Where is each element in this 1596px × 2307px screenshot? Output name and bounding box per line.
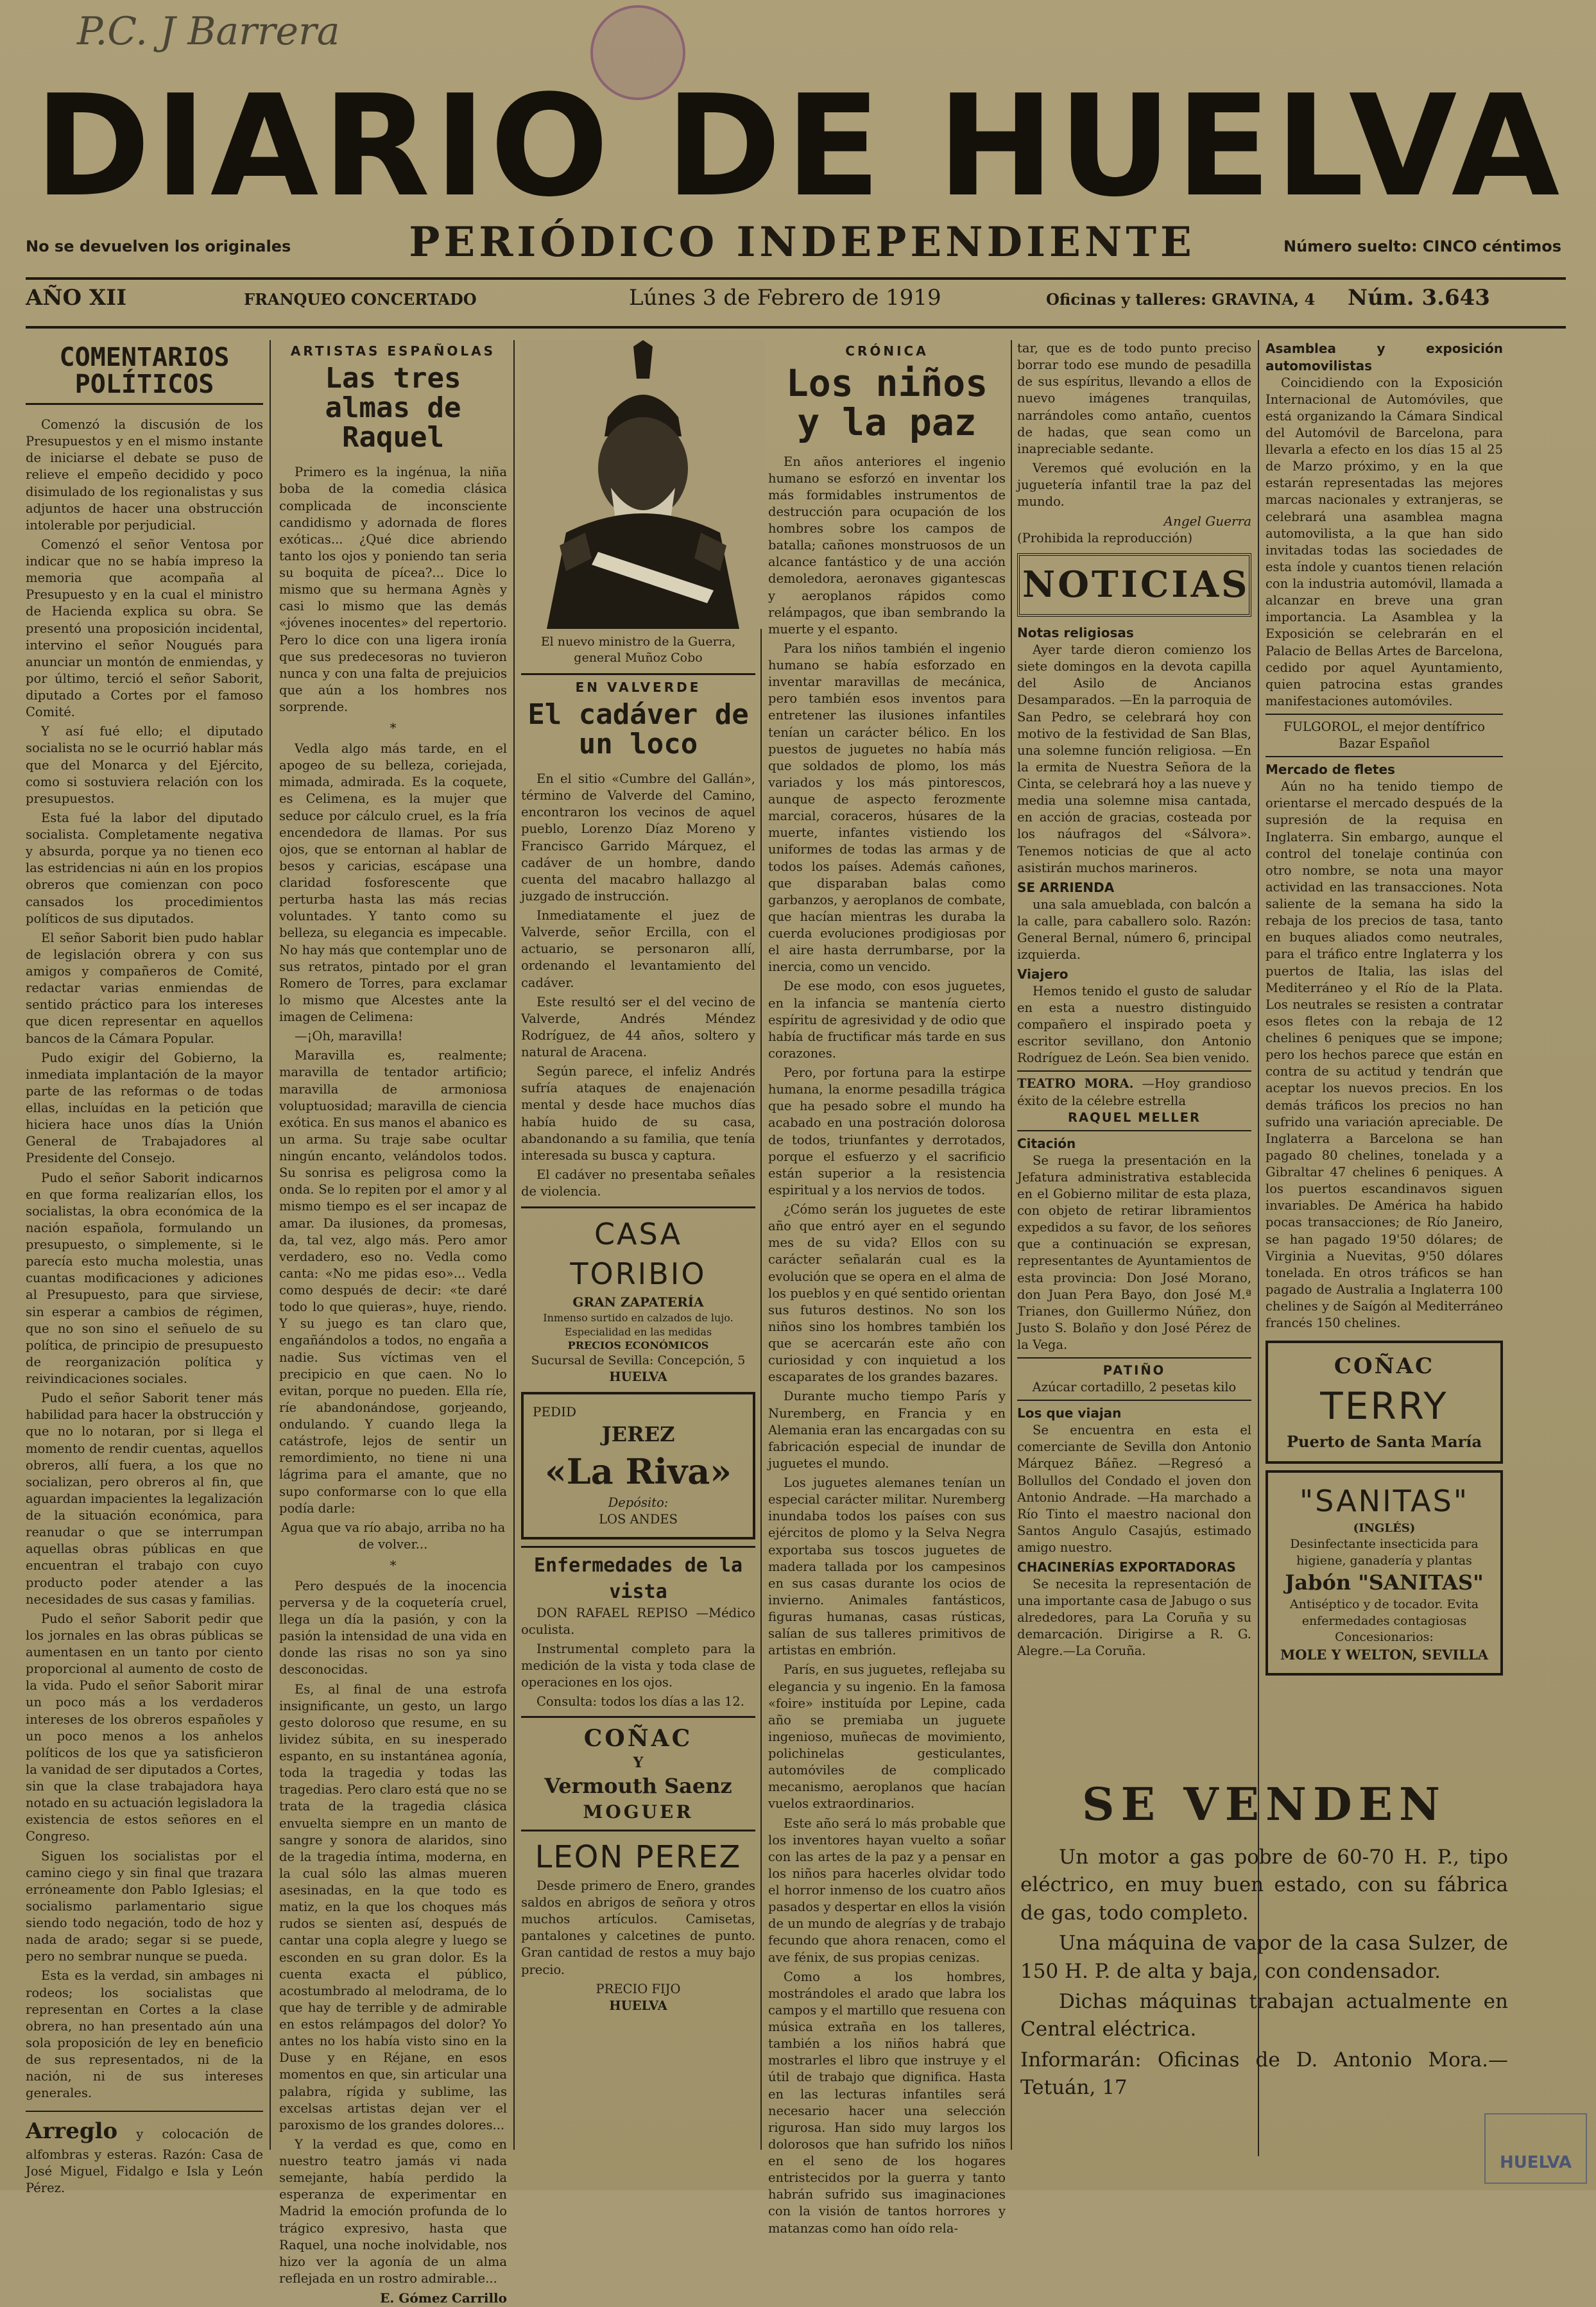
ad-title: COÑAC	[1334, 1353, 1435, 1380]
year-label: AÑO XII	[26, 285, 127, 311]
news-text: Coincidiendo con la Exposición Internacional de Automóviles, que está organizando la Cámara Sindical del Automóvil de Barcelona, para llevarla a efecto en los días 15 al 25 de Marzo próximo, y en la que estarán representadas las mejores marcas nacionales y extranjeras, se celebrará una asamblea magna automovilista, a la que han sido invitadas todas las sociedades de esta índole y cuantos tienen relación con la industria automóvil, llamada a alcanzar en breve una gran importancia. La Asamblea y la Exposición se celebrarán en el Palacio de Bellas Artes de Barcelona, cedido por aquel Ayuntamiento, quien patrocina estas grandes manifestaciones automóviles.	[1266, 375, 1503, 708]
patino-text: Azúcar cortadillo, 2 pesetas kilo	[1032, 1380, 1237, 1395]
ad-doctor: DON RAFAEL REPISO —Médico oculista.	[521, 1605, 755, 1637]
ad-text: Instrumental completo para la medición de la vista y toda clase de operaciones en los ojos.	[521, 1642, 755, 1690]
note-right: Número suelto: CINCO céntimos	[1283, 237, 1561, 255]
ad-title: JEREZ	[601, 1421, 675, 1446]
paragraph: Maravilla es, realmente; maravilla de tentador artificio; maravilla de armoniosa voluptuosidad; maravilla de ciencia exótica. En sus manos el abanico es un arma. Su traje sabe ocultar ningún encanto, velándolos todos. Su sonrisa es peligrosa como la onda. Se lo repiten por el amor y al mismo tiempo es el ser incapaz de amar. Da ilusiones, da promesas, da, tal vez, algo más. Pero amor verdadero, eso no. Vedla como canta: «No me pidas eso»... Vedla como después de decir: «te daré todo lo que quieras», huye, riendo. Y su juego es tan claro que, engañándolos a todos, no engaña a nadie. Sus víctimas ven el precipicio en que caen. No lo evitan, porque no pueden. Ella ríe, ríe abandonándose, gorjeando, ondulando. Y cuando llega la catástrofe, lejos de sentir un remordimiento, no tiene ni una lágrima para el amante, que no supo conformarse con lo que ella podía darle:	[279, 1048, 507, 1516]
ad-place: LOS ANDES	[599, 1512, 678, 1527]
news-heading: Asamblea y exposición automovilistas	[1266, 341, 1503, 373]
note-left: No se devuelven los originales	[26, 237, 291, 255]
news-text: Se necesita la representación de una importante casa de Jabugo o sus alrededores, para La Coruña y su demarcación. Dirigirse a R. G. Alegre.—La Coruña.	[1017, 1576, 1251, 1659]
postage-label: FRANQUEO CONCERTADO	[244, 290, 477, 309]
paragraph: Pero, por fortuna para la estirpe humana, la enorme pesadilla trágica que ha pesado sobre el mundo ha acabado en una postración dolorosa de todos, triunfantes y derrotados, porque el esfuerzo y el sacrificio están superior a la resistencia espiritual y a los nervios de todos.	[768, 1065, 1006, 1197]
ad-paragraph: Un motor a gas pobre de 60-70 H. P., tipo eléctrico, en muy buen estado, con su fábrica de gas, todo completo.	[1020, 1846, 1508, 1925]
news-heading: Notas religiosas	[1017, 625, 1134, 641]
paragraph: tar, que es de todo punto preciso borrar todo ese mundo de pesadilla de sus espíritus, llevando a ellos de nuevo imágenes tranquilas, narrándoles como antaño, cuentos de hadas, que sean como un inapreciable sedante.	[1017, 341, 1251, 456]
paragraph: París, en sus juguetes, reflejaba su elegancia y su ingenio. En la famosa «foire» instituída por Lepine, cada año se premiaba un juguete ingenioso, muñecas de movimiento, polichinelas gesticulantes, automóviles de complicado mecanismo, aeroplanos que hacían vuelos extraordinarios.	[768, 1662, 1006, 1812]
article-title: Las tres almas de Raquel	[325, 361, 461, 454]
paragraph: El cadáver no presentaba señales de violencia.	[521, 1167, 755, 1199]
ad-deposit: Depósito:	[608, 1495, 669, 1511]
sanitas-ad	[1266, 1470, 1503, 1676]
verse: Agua que va río abajo, arriba no ha de volver...	[280, 1520, 506, 1552]
column-artistas	[279, 340, 507, 2306]
paragraph: Comenzó el señor Ventosa por indicar que no se había impreso la memoria que acompaña al Presupuesto y en la cual el ministro de Hacienda explica su obra. Se presentó una proposición incidental, intervino el señor Nougués para anunciar un montón de enmiendas, y por último, terció el señor Saborit, diputado a Cortes por el famoso Comité.	[26, 536, 263, 720]
news-heading: Mercado de fletes	[1266, 762, 1395, 778]
paragraph: Y así fué ello; el diputado socialista no se le ocurrió hablar más que del Monarca y del Ejército, como si sostuviera relación con los presupuestos.	[26, 724, 263, 806]
ad-concessionaires: Concesionarios:	[1335, 1630, 1434, 1645]
article-title: COMENTARIOS POLÍTICOS	[26, 344, 263, 405]
ad-subtitle: (INGLÉS)	[1353, 1522, 1416, 1536]
newspaper-subtitle: PERIÓDICO INDEPENDIENTE	[409, 218, 1196, 266]
arreglo-ad	[26, 2111, 263, 2197]
ad-text: Antiséptico y de tocador. Evita enfermedades contagiosas	[1289, 1597, 1479, 1628]
column-cronica	[768, 340, 1006, 2236]
news-heading: Los que viajan	[1017, 1405, 1122, 1421]
ad-city: MOGUER	[583, 1801, 694, 1823]
ad-title: Enfermedades de la vista	[533, 1554, 743, 1603]
ad-text: Desde primero de Enero, grandes saldos en abrigos de señora y otros muchos artículos. Camisetas, pantalones y calcetines de punto. Gran cantidad de restos a muy bajo precio.	[521, 1878, 755, 1977]
paragraph: Inmediatamente el juez de Valverde, señor Ercilla, con el actuario, se personaron allí, ordenando el levantamiento del cadáver.	[521, 908, 755, 990]
news-heading: Citación	[1017, 1135, 1076, 1151]
column-center	[521, 340, 755, 2156]
ad-paragraph: Dichas máquinas trabajan actualmente en Central eléctrica.	[1020, 1989, 1508, 2041]
paragraph: En el sitio «Cumbre del Gallán», término de Valverde del Camino, encontraron los vecinos de aquel pueblo, Lorenzo Díaz Moreno y Francisco Garrido Márquez, el cadáver de un hombre, dando cuenta del macabro hallazgo al juzgado de instrucción.	[521, 771, 755, 904]
paragraph: Esta fué la labor del diputado socialista. Completamente negativa y absurda, porque ya no tienen eco las estridencias ni aún en los propios obreros que comienzan con poco cansados los procedimientos políticos de sus diputados.	[26, 810, 263, 926]
vista-ad	[521, 1553, 755, 1710]
column-divider	[270, 340, 271, 2150]
ad-hours: Consulta: todos los días a las 12.	[536, 1694, 744, 1710]
paragraph: Los juguetes alemanes tenían un especial carácter militar. Nuremberg inundaba todos los países con sus ejércitos de plomo y la Selva Negra exportaba sus toscos juguetes de madera tallada por los campesinos en sus casas durante los ocios de invierno. Animales fantásticos, figuras humanas, casas rústicas, salían de sus talleres primitivos de artistas en embrión.	[768, 1475, 1006, 1658]
column-divider	[1011, 340, 1012, 2150]
paragraph: En años anteriores el ingenio humano se esforzó en inventar los más formidables instrumentos de destrucción para ocupación de los hombres sobre los campos de batalla; cañones monstruosos de un alcance fantástico y de una acción demoledora, aeronaves gigantescas y aeroplanos rápidos como relámpagos, que iban sembrando la muerte y el espanto.	[768, 454, 1006, 637]
news-text: Hemos tenido el gusto de saludar en esta a nuestro distinguido compañero el inspirado poeta y escritor sevillano, don Antonio Rodríguez de León. Sea bien venido.	[1017, 983, 1251, 1066]
ad-prices: PRECIOS ECONÓMICOS	[567, 1339, 709, 1352]
separator: *	[390, 1557, 397, 1574]
news-heading: Viajero	[1017, 966, 1068, 982]
author: Angel Guerra	[1163, 513, 1251, 529]
newspaper-title: DIARIO DE HUELVA	[34, 65, 1564, 228]
ad-company: MOLE Y WELTON, SEVILLA	[1280, 1646, 1489, 1663]
ad-contact: Informarán: Oficinas de D. Antonio Mora.—Tetuán, 17	[1020, 2048, 1508, 2100]
paragraph: Primero es la ingénua, la niña boba de la comedia clásica complicada de inconsciente candidismo y adornada de flores exóticas... ¿Qué dice abriendo tanto los ojos y poniendo tan seria su boquita de pícea?... Dice lo mismo que su hermana Agnès y casi lo mismo que las demás «jóvenes inocentes» del repertorio. Pero lo dice con una ligera ironía que sus predecesoras no tuvieron nunca y con una falta de prejuicios que aún a los hombres nos sorprende.	[279, 465, 507, 715]
news-text: Aún no ha tenido tiempo de orientarse el mercado después de la supresión de la requisa en Inglaterra. Sin embargo, aunque el control del tonelaje continúa con otro nombre, se nota una mayor actividad en las transacciones. Nota saliente de la semana ha sido la rebaja de los precios de tasa, tanto en buques aliados como neutrales, para el tráfico entre Inglaterra y los puertos de Italia, las islas del Mediterráneo y el Río de la Plata. Los neutrales se resisten a contratar esos fletes con la rebaja de 12 chelines 6 peniques que se impone; pero los hechos parece que están en contra de su actitud y tendrán que aceptar los nuevos precios. En los demás tráficos los precios no han sufrido una variación apreciable. De Inglaterra a Barcelona se han pagado 80 chelines, tonelada y a Gibraltar 47 chelines 6 peniques. A los puertos escandinavos siguen invariables. De América ha habido pocas transacciones; de Río Janeiro, se han pagado 19'50 dólares; de Virginia a Nuevitas, 9'50 dólares tonelada. En otros tráficos se han pagado de Australia a Inglaterra 100 chelines y de Saígón al Mediterráneo francés 150 chelines.	[1266, 779, 1503, 1331]
terry-ad	[1266, 1341, 1503, 1463]
header-rule-top	[26, 277, 1566, 280]
se-venden-ad	[1020, 1778, 1508, 2105]
column-politica	[26, 340, 264, 2196]
ad-subtitle: GRAN ZAPATERÍA	[572, 1294, 704, 1310]
news-text: Ayer tarde dieron comienzo los siete domingos en la devota capilla del Asilo de Ancianos Desamparados. —En la parroquia de San Pedro, se celebrará hoy con motivo de la festividad de San Blas, una solemne función religiosa. —En la ermita de Nuestra Señora de la Cinta, se celebrará hoy a las nueve y media una solemne misa cantada, en acción de gracias, costeada por los náufragos del «Sálvora». Tenemos noticias de que al acto asistirán muchos marineros.	[1017, 642, 1251, 875]
column-noticias	[1017, 340, 1251, 1681]
issue-date: Lúnes 3 de Febrero de 1919	[629, 285, 941, 311]
paragraph: Es, al final de una estrofa insignificante, un gesto, un largo gesto doloroso que resume, en su lividez súbita, en su inesperado espanto, en su instantánea agonía, toda la tragedia y todas las tragedias. Pero claro está que no se trata de la tragedia clásica envuelta siempre en un manto de sangre y sonora de alaridos, sino de la tragedia íntima, moderna, en la cual sólo las almas mueren asesinadas, en la que todo es matiz, en la que los choques más rudos se sienten así, después de cantar una copla alegre y luego se esconden en su gran dolor. Es la cuenta exacta el público, acostumbrado al melodrama, de lo que hay de terrible y de admirable en estos relámpagos del dolor? Yo antes no los había visto sino en la Duse y en Réjane, en esos momentos en que, sin articular una palabra, rígida y sublime, las excelsas artistas dejan ver el paroxismo de los grandes dolores...	[279, 1681, 507, 2132]
ad-text: Desinfectante insecticida para higiene, ganadería y plantas	[1290, 1537, 1479, 1568]
column-divider	[513, 340, 515, 2150]
paragraph: Pudo el señor Saborit pedir que los jornales en las obras públicas se aumentasen en un tanto por ciento proporcional al aumento de costo de la vida. Pudo el señor Saborit mirar un poco más a los verdaderos intereses de los obreros españoles y un poco menos a los anhelos políticos de los que ya satisficieron la vanidad de ser diputados a Cortes, sin que la clase trabajadora haya notado en su actuación legisladora la existencia de estos señores en el Congreso.	[26, 1611, 263, 1844]
news-heading: SE ARRIENDA	[1017, 879, 1115, 895]
ad-pedid: PEDID	[533, 1404, 577, 1420]
paragraph: —¡Oh, maravilla!	[295, 1029, 403, 1044]
paragraph: Siguen los socialistas por el camino ciego y sin final que trazara erróneamente don Pablo Iglesias; el socialismo parlamentario sigue siendo todo negación, todo de hoz y nada de arado; segar si se puede, pero no sembrar nunque se pueda.	[26, 1848, 263, 1964]
news-text: una sala amueblada, con balcón a la calle, para caballero solo. Razón: General Bernal, número 6, principal izquierda.	[1017, 896, 1251, 962]
ad-text: Inmenso surtido en calzados de lujo. Especialidad en las medidas	[543, 1312, 734, 1338]
ad-city: HUELVA	[609, 1369, 667, 1385]
offices-label: Oficinas y talleres: GRAVINA, 4	[1046, 290, 1316, 309]
ad-title: CASA TORIBIO	[570, 1217, 707, 1291]
ad-paragraph: Una máquina de vapor de la casa Sulzer, de 150 H. P. de alta y baja, con condensador.	[1020, 1932, 1508, 1983]
ad-place: Puerto de Santa María	[1286, 1432, 1482, 1451]
bazar-label: Bazar Español	[1338, 736, 1430, 751]
news-text: Se encuentra en esta el comerciante de Sevilla don Antonio Márquez Báñez. —Regresó a Bollullos del Condado el joven don Antonio Andrade. —Ha marchado a Río Tinto el maestro nacional don Santos Angulo Casajús, estimado amigo nuestro.	[1017, 1423, 1251, 1556]
paragraph: Pudo exigir del Gobierno, la inmediata implantación de la mayor parte de las reformas o de todas ellas, incluídas en la petición que hiciera hace unos días la Unión General de Trabajadores al Presidente del Consejo.	[26, 1050, 263, 1166]
ad-title: SE VENDEN	[1082, 1778, 1446, 1831]
issue-number: Núm. 3.643	[1348, 285, 1490, 311]
ad-branch: Sucursal de Sevilla: Concepción, 5	[531, 1353, 746, 1368]
ad-connector: Y	[633, 1754, 644, 1771]
section-label: ARTISTAS ESPAÑOLAS	[290, 343, 496, 359]
leon-perez-ad	[521, 1837, 755, 2014]
paragraph: Pudo el señor Saborit tener más habilidad para hacer la obstrucción y que no lo notaran, por si llega el momento de rendir cuentas, aquellos obreros, allí fuera, a los que no socializan, pero obreros al fin, que aguardan impacientes la legalización de la situación económica, para reanudar o que se interrumpan aquellas obras públicas en que encuentran el trabajo con cuyo producto poder atender a las necesidades de sus casas y familias.	[26, 1391, 263, 1607]
paragraph: Según parece, el infeliz Andrés sufría ataques de enajenación mental y desde hace muchos días había huido de su casa, abandonando a su familia, que tenía interesada su busca y captura.	[521, 1064, 755, 1163]
handwritten-note: P.C. J Barrera	[77, 9, 340, 54]
casa-toribio-ad	[521, 1215, 755, 1385]
ad-title: COÑAC	[583, 1724, 693, 1752]
paragraph: ¿Cómo serán los juguetes de este año que entró ayer en el segundo mes de su vida? Ellos con su carácter señalarán cual es la evolución que se opera en el alma de los pueblos y en qué sentido orientan sus futuros destinos. No son los niños sino los hombres también los que se acercarán este año con curiosidad y con inquietud a los escaparates de los grandes bazares.	[768, 1202, 1006, 1385]
paragraph: Veremos qué evolución en la juguetería infantil trae la paz del mundo.	[1017, 460, 1251, 510]
paragraph: El señor Saborit bien pudo hablar de legislación obrera y con sus amigos y compañeros de Comité, redactar varias enmiendas de sentido práctico para los intereses que dicen representar en aquellos bancos de la Cámara Popular.	[26, 930, 263, 1046]
fulgorol-ad: FULGOROL, el mejor dentífrico	[1283, 719, 1485, 735]
ad-city: HUELVA	[609, 1998, 667, 2013]
paragraph: Pero después de la inocencia perversa y de la coquetería cruel, llega un día la pasión, y con la pasión la intensidad de una vida en donde las risas no son ya sino desconocidas.	[279, 1578, 507, 1677]
news-heading: TEATRO MORA.	[1017, 1076, 1134, 1092]
article-title: El cadáver de un loco	[528, 698, 749, 760]
paragraph: Para los niños también el ingenio humano se había esforzado en inventar maravillas de mecánica, pero también esos inventos para entretener las ilusiones infantiles tenían un carácter bélico. En los puestos de juguetes no había más que soldados de plomo, los más variados y los más pintorescos, aunque de aspecto ferozmente marcial, coraceros, húsares de la muerte, infantes vistiendo los uniformes de todas las armas y de todos los países. Además cañones, que disparaban balas como garbanzos, y aeroplanos de combate, que hacían mientras les duraba la cuerda evoluciones prodigiosas por el aire hasta derrumbarse, por la inercia, como un vencido.	[768, 640, 1006, 975]
column-right	[1266, 340, 1503, 1681]
paragraph: Vedla algo más tarde, en el apogeo de su belleza, coriejada, mimada, admirada. Es la coquete, es Celimena, es la mujer que seduce por cálculo cruel, es la fría encendedora de llamas. Por sus ojos, que se entornan al hablar de besos y caricias, escápase una claridad fosforescente que perturba hasta las más recias voluntades. Y tanto como su belleza, su elegancia es impecable. No hay más que contemplar uno de sus retratos, pintado por el gran Romero de Torres, para exclamar lo mismo que Alcestes ante la imagen de Celimena:	[279, 741, 507, 1025]
article-title: Los niños y la paz	[785, 361, 988, 444]
ad-title: "SANITAS"	[1299, 1483, 1469, 1518]
paragraph: Durante mucho tiempo París y Nuremberg, en Francia y en Alemania eran las encargadas con su fabricación especial de inundar de juguetes el mundo.	[768, 1389, 1006, 1471]
signature: E. Gómez Carrillo	[380, 2290, 507, 2306]
patino-heading: PATIÑO	[1103, 1363, 1166, 1378]
paragraph: Como a los hombres, mostrándoles el arado que labra los campos y el martillo que resuena con música extraña en los talleres, también a los niños habrá que mostrarles el libro que instruye y el útil de trabajo que dignifica. Hasta en las lecturas infantiles será necesario hacer una selección rigurosa. Han sido muy largos los dolorosos que han sufrido los niños en el seno de los hogares entristecidos por la guerra y tanto habrán sufrido sus imaginaciones con la visión de tantos horrores y matanzas como han oído rela-	[768, 1969, 1006, 2236]
jerez-ad	[521, 1392, 755, 1539]
header-rule-bottom	[26, 326, 1566, 329]
arreglo-text: y colocación de alfombras y esteras. Razón: Casa de José Miguel, Fidalgo e Isla y León Pérez.	[26, 2127, 264, 2196]
paragraph: De ese modo, con esos juguetes, en la infancia se mantenía cierto espíritu de agresividad y de odio que había de fructificar más tarde en sus corazones.	[768, 979, 1006, 1061]
paragraph: Esta es la verdad, sin ambages ni rodeos; los socialistas que representan en Cortes a la clase obrera, no han presentado aún una sola proposición de ley en beneficio de sus representados, ni de la nación, ni de sus intereses generales.	[26, 1968, 263, 2101]
paragraph: Este resultó ser el del vecino de Valverde, Andrés Méndez Rodríguez, de 44 años, soltero y natural de Aracena.	[521, 994, 755, 1060]
ad-price: PRECIO FIJO	[596, 1981, 681, 1996]
news-heading: CHACINERÍAS EXPORTADORAS	[1017, 1559, 1236, 1575]
ad-brand: Jabón "SANITAS"	[1285, 1570, 1484, 1595]
paragraph: Este año será lo más probable que los inventores hayan vuelto a soñar con las artes de la paz y a pensar en los niños para hacerles olvidar todo el horror inmenso de los cuatro años pasados y despertar en ellos la visión de un mundo de alegrías y de trabajo fecundo que ahora renacen, como el ave fénix, de sus propias cenizas.	[768, 1815, 1006, 1965]
separator: *	[390, 720, 397, 736]
news-text: Se ruega la presentación en la Jefatura administrativa establecida en el Gobierno militar de esta plaza, con objeto de retirar libramientos expedidos a su favor, de los señores que a continuación se expresan, representantes de Ayuntamientos de esta provincia: Don José Morano, don Juan Pera Bayo, don José M.ª Trianes, don Guillermo Núñez, don Justo S. Bolaño y don José Pérez de la Vega.	[1017, 1153, 1251, 1353]
ad-brand: «La Riva»	[544, 1450, 732, 1492]
archive-logo: HUELVA	[1484, 2113, 1587, 2184]
arreglo-heading: Arreglo	[26, 2118, 118, 2145]
ad-brand: Vermouth Saenz	[544, 1774, 732, 1799]
ad-brand: TERRY	[1320, 1384, 1448, 1428]
paragraph: Pudo el señor Saborit indicarnos en que forma realizarían ellos, los socialistas, la obra económica de la nación española, formulando un presupuesto, o simplemente, si le parecía esto mucha molestia, unas cuantas modificaciones y adiciones al Presupuesto, para que sirviese, sin esperar a cambios de régimen, que no son sino el señuelo de su política, de principio de presupuesto de reorganización política y reivindicaciones sociales.	[26, 1170, 263, 1386]
reprint-note: (Prohibida la reproducción)	[1017, 531, 1193, 546]
portrait-caption: El nuevo ministro de la Guerra, general Muñoz Cobo	[540, 635, 736, 665]
paragraph: Y la verdad es que, como en nuestro teatro jamás vi nada semejante, había perdido la esperanza de experimentar en Madrid la emoción profunda de lo trágico expresivo, hasta que Raquel, una noche inolvidable, nos hizo ver la agonía de un alma reflejada en un rostro admirable...	[279, 2136, 507, 2286]
paragraph: Comenzó la discusión de los Presupuestos y en el mismo instante de iniciarse el debate se puso de relieve el empeño decidido y poco disimulado de los regionalistas y sus adjuntos de hacer una obstrucción intolerable por perjudicial.	[26, 417, 263, 533]
news-text: —Hoy grandioso éxito de la célebre estrella	[1017, 1076, 1252, 1108]
noticias-heading: NOTICIAS	[1017, 553, 1251, 617]
teatro-notice	[1017, 1076, 1251, 1109]
section-label: EN VALVERDE	[575, 679, 701, 695]
conac-saenz-ad	[521, 1723, 755, 1824]
section-label: CRÓNICA	[845, 343, 929, 359]
raquel-meller-label: RAQUEL MELLER	[1068, 1110, 1201, 1125]
general-portrait	[521, 340, 765, 629]
ad-title: LEON PEREZ	[535, 1839, 742, 1875]
